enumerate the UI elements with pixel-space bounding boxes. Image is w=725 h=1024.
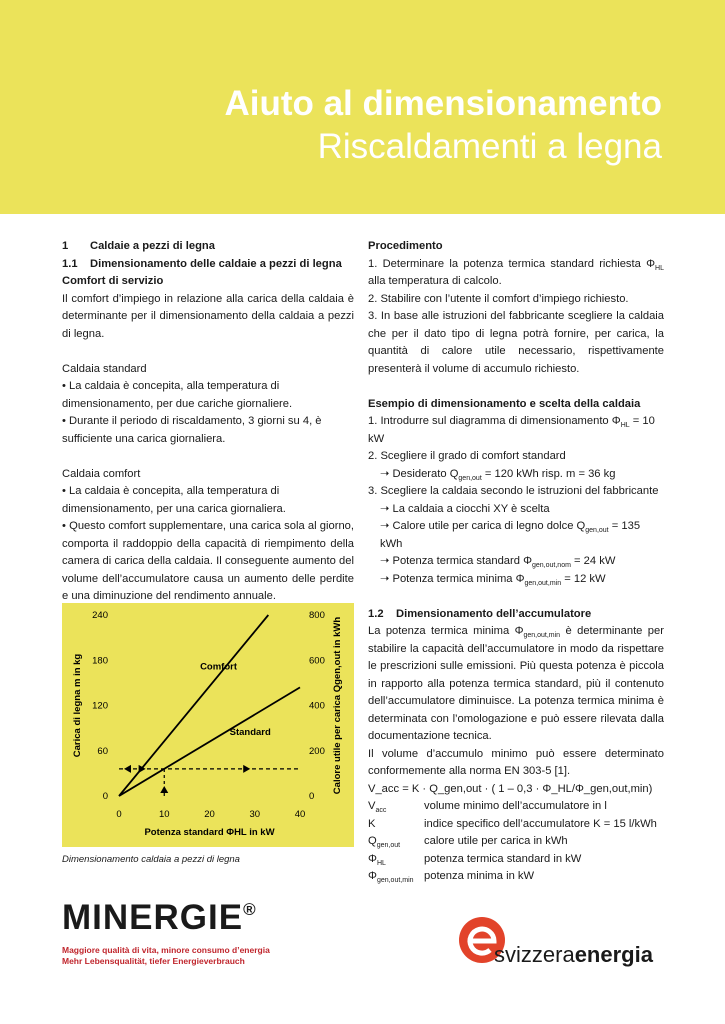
y-right-tick-label: 400 bbox=[309, 700, 325, 712]
standard-bullet-1: • La caldaia è concepita, alla temperatura di dimensionamento, per due cariche giornaliere. bbox=[62, 380, 293, 410]
procedure-step-2: 2. Stabilire con l’utente il comfort d’impiego richiesto. bbox=[368, 292, 629, 305]
example-step-3c: ➝ Potenza termica standard $\Phi_{gen,out,nom} = 24$ kW bbox=[380, 555, 616, 570]
procedure-heading: Procedimento bbox=[368, 240, 443, 252]
minergie-logo: MINERGIE® bbox=[62, 898, 257, 937]
definition-text: calore utile per carica in kWh bbox=[424, 835, 568, 847]
y-right-tick-label: 200 bbox=[309, 745, 325, 757]
minergie-tagline: Maggiore qualità di vita, minore consumo d’energia Mehr Lebensqualität, tiefer Energieverbrauch bbox=[62, 945, 270, 966]
example-step-3d: ➝ Potenza termica minima $\Phi_{gen,out,min} = 12$ kW bbox=[380, 572, 606, 587]
x-tick-label: 20 bbox=[204, 809, 215, 820]
y-left-tick-label: 0 bbox=[102, 791, 108, 802]
comfort-bullet-2: • Questo comfort supplementare, una carica sola al giorno, comporta il raddoppio della capacità di riempimento della camera di carica della caldaia. Il conseguente aumento del volume dell’accumulatore causa un aumento delle perdite e una diminuzione del rendimento annuale. bbox=[62, 520, 354, 602]
definition-symbol: $Q_{gen,out}$ bbox=[368, 835, 401, 850]
section-1-heading: 1 Caldaie a pezzi di legna bbox=[62, 240, 215, 252]
definition-row bbox=[368, 851, 664, 869]
x-axis-label: Potenza standard ΦHL in kW bbox=[144, 827, 275, 838]
page-subtitle: Riscaldamenti a legna bbox=[317, 127, 662, 166]
page-title: Aiuto al dimensionamento bbox=[224, 84, 662, 123]
example-step-3: 3. Scegliere la caldaia secondo le istruzioni del fabbricante bbox=[368, 485, 659, 497]
accumulator-text-1: La potenza termica minima $\Phi_{gen,out,min}$ è determinante per stabilire la capacità dell’accumulatore in modo da rispettare le prescrizioni sulle emissioni. Più questa potenza è piccola in rapporto alla potenza termica standard, più il contenuto dell’accumulatore diminuisce. La potenza termica minima è determinata con l’omologazione e può essere rilevata dalla documentazione tecnica. bbox=[368, 625, 664, 742]
symbol-definitions bbox=[368, 798, 664, 886]
y-left-axis-label: Carica di legna m in kg bbox=[72, 653, 83, 758]
example-step-2: 2. Scegliere il grado di comfort standard bbox=[368, 450, 566, 462]
procedure-step-3: 3. In base alle istruzioni del fabbricante scegliere la caldaia che per il dato tipo di legna potrà fornire, per carica, la quantità di calore utile necessario, rispettivamente presenterà il volume di accumulo richiesto. bbox=[368, 310, 664, 375]
definition-row bbox=[368, 798, 664, 816]
dimensioning-chart bbox=[62, 603, 354, 847]
y-left-tick-label: 60 bbox=[97, 745, 108, 757]
standard-heading: Caldaia standard bbox=[62, 362, 147, 375]
section-1-1-heading: 1.1 Dimensionamento delle caldaie a pezzi di legna bbox=[62, 257, 342, 270]
y-left-tick-label: 180 bbox=[92, 655, 108, 667]
example-step-2a: ➝ Desiderato $Q_{gen,out} = 120$ kWh risp. m = 36 kg bbox=[380, 467, 616, 482]
y-right-axis-label: Calore utile per carica Qgen,out in kWh bbox=[332, 616, 343, 795]
accumulator-text-2: Il volume d’accumulo minimo può essere determinato conformemente alla norma EN 303-5 [1]. bbox=[368, 747, 664, 777]
header-banner bbox=[0, 0, 725, 214]
y-right-tick-label: 600 bbox=[309, 655, 325, 667]
chart-svg bbox=[62, 603, 354, 847]
definition-text: volume minimo dell’accumulatore in l bbox=[424, 800, 607, 812]
x-tick-label: 40 bbox=[294, 809, 306, 820]
volume-formula: V_acc = K · Q_gen,out · ( 1 – 0,3 · Φ_HL/Φ_gen,out,min) bbox=[368, 782, 653, 795]
svizzeraenergia-mark-icon bbox=[456, 914, 666, 974]
arrow-left-icon bbox=[124, 765, 131, 773]
y-left-tick-label: 120 bbox=[92, 700, 108, 712]
chart-caption: Dimensionamento caldaia a pezzi di legna bbox=[62, 854, 240, 865]
definition-symbol: $\Phi_{gen,out,min}$ bbox=[368, 870, 414, 885]
definition-text: potenza termica standard in kW bbox=[424, 852, 582, 865]
x-tick-label: 30 bbox=[249, 809, 261, 820]
series-label-comfort: Comfort bbox=[200, 661, 238, 673]
arrow-up-icon bbox=[160, 786, 168, 793]
comfort-text: Il comfort d’impiego in relazione alla carica della caldaia è determinante per il dimensionamento della caldaia a pezzi di legna. bbox=[62, 292, 354, 340]
definition-row bbox=[368, 868, 664, 886]
definition-row bbox=[368, 833, 664, 851]
svg-text:svizzeraenergia: svizzeraenergia bbox=[494, 942, 653, 967]
x-tick-label: 0 bbox=[116, 809, 122, 820]
y-right-tick-label: 800 bbox=[309, 610, 325, 621]
y-left-tick-label: 240 bbox=[92, 610, 108, 621]
x-tick-label: 10 bbox=[158, 809, 170, 820]
svizzeraenergia-logo bbox=[456, 914, 666, 974]
definition-text: indice specifico dell’accumulatore K = 15 l/kWh bbox=[424, 817, 657, 830]
arrow-right-icon bbox=[243, 765, 250, 773]
definition-symbol: $V_{acc}$ bbox=[368, 800, 387, 815]
definition-text: potenza minima in kW bbox=[424, 870, 535, 882]
example-step-1: 1. Introdurre sul diagramma di dimensionamento $\Phi_{HL} = 10$ kW bbox=[368, 415, 655, 445]
section-1-2-heading: 1.2 Dimensionamento dell’accumulatore bbox=[368, 607, 592, 620]
series-line-standard bbox=[119, 687, 300, 796]
example-heading: Esempio di dimensionamento e scelta della caldaia bbox=[368, 397, 641, 410]
right-column bbox=[368, 238, 664, 886]
definition-symbol: $\Phi_{HL}$ bbox=[368, 852, 386, 867]
comfort-boiler-heading: Caldaia comfort bbox=[62, 467, 141, 480]
y-right-tick-label: 0 bbox=[309, 791, 315, 802]
left-column bbox=[62, 238, 354, 606]
comfort-heading: Comfort di servizio bbox=[62, 275, 164, 287]
example-step-3b: ➝ Calore utile per carica di legno dolce $Q_{gen,out} = 135$ kWh bbox=[380, 520, 641, 550]
example-step-3a: ➝ La caldaia a ciocchi XY è scelta bbox=[380, 502, 550, 515]
comfort-bullet-1: • La caldaia è concepita, alla temperatura di dimensionamento, per una carica giornaliera. bbox=[62, 485, 286, 515]
procedure-step-1: 1. Determinare la potenza termica standard richiesta $\Phi_{HL}$ alla temperatura di calcolo. bbox=[368, 257, 664, 287]
series-label-standard: Standard bbox=[229, 726, 271, 738]
definition-symbol: K bbox=[368, 817, 376, 830]
definition-row bbox=[368, 816, 664, 834]
standard-bullet-2: • Durante il periodo di riscaldamento, 3 giorni su 4, è sufficiente una carica giornaliera. bbox=[62, 415, 322, 445]
